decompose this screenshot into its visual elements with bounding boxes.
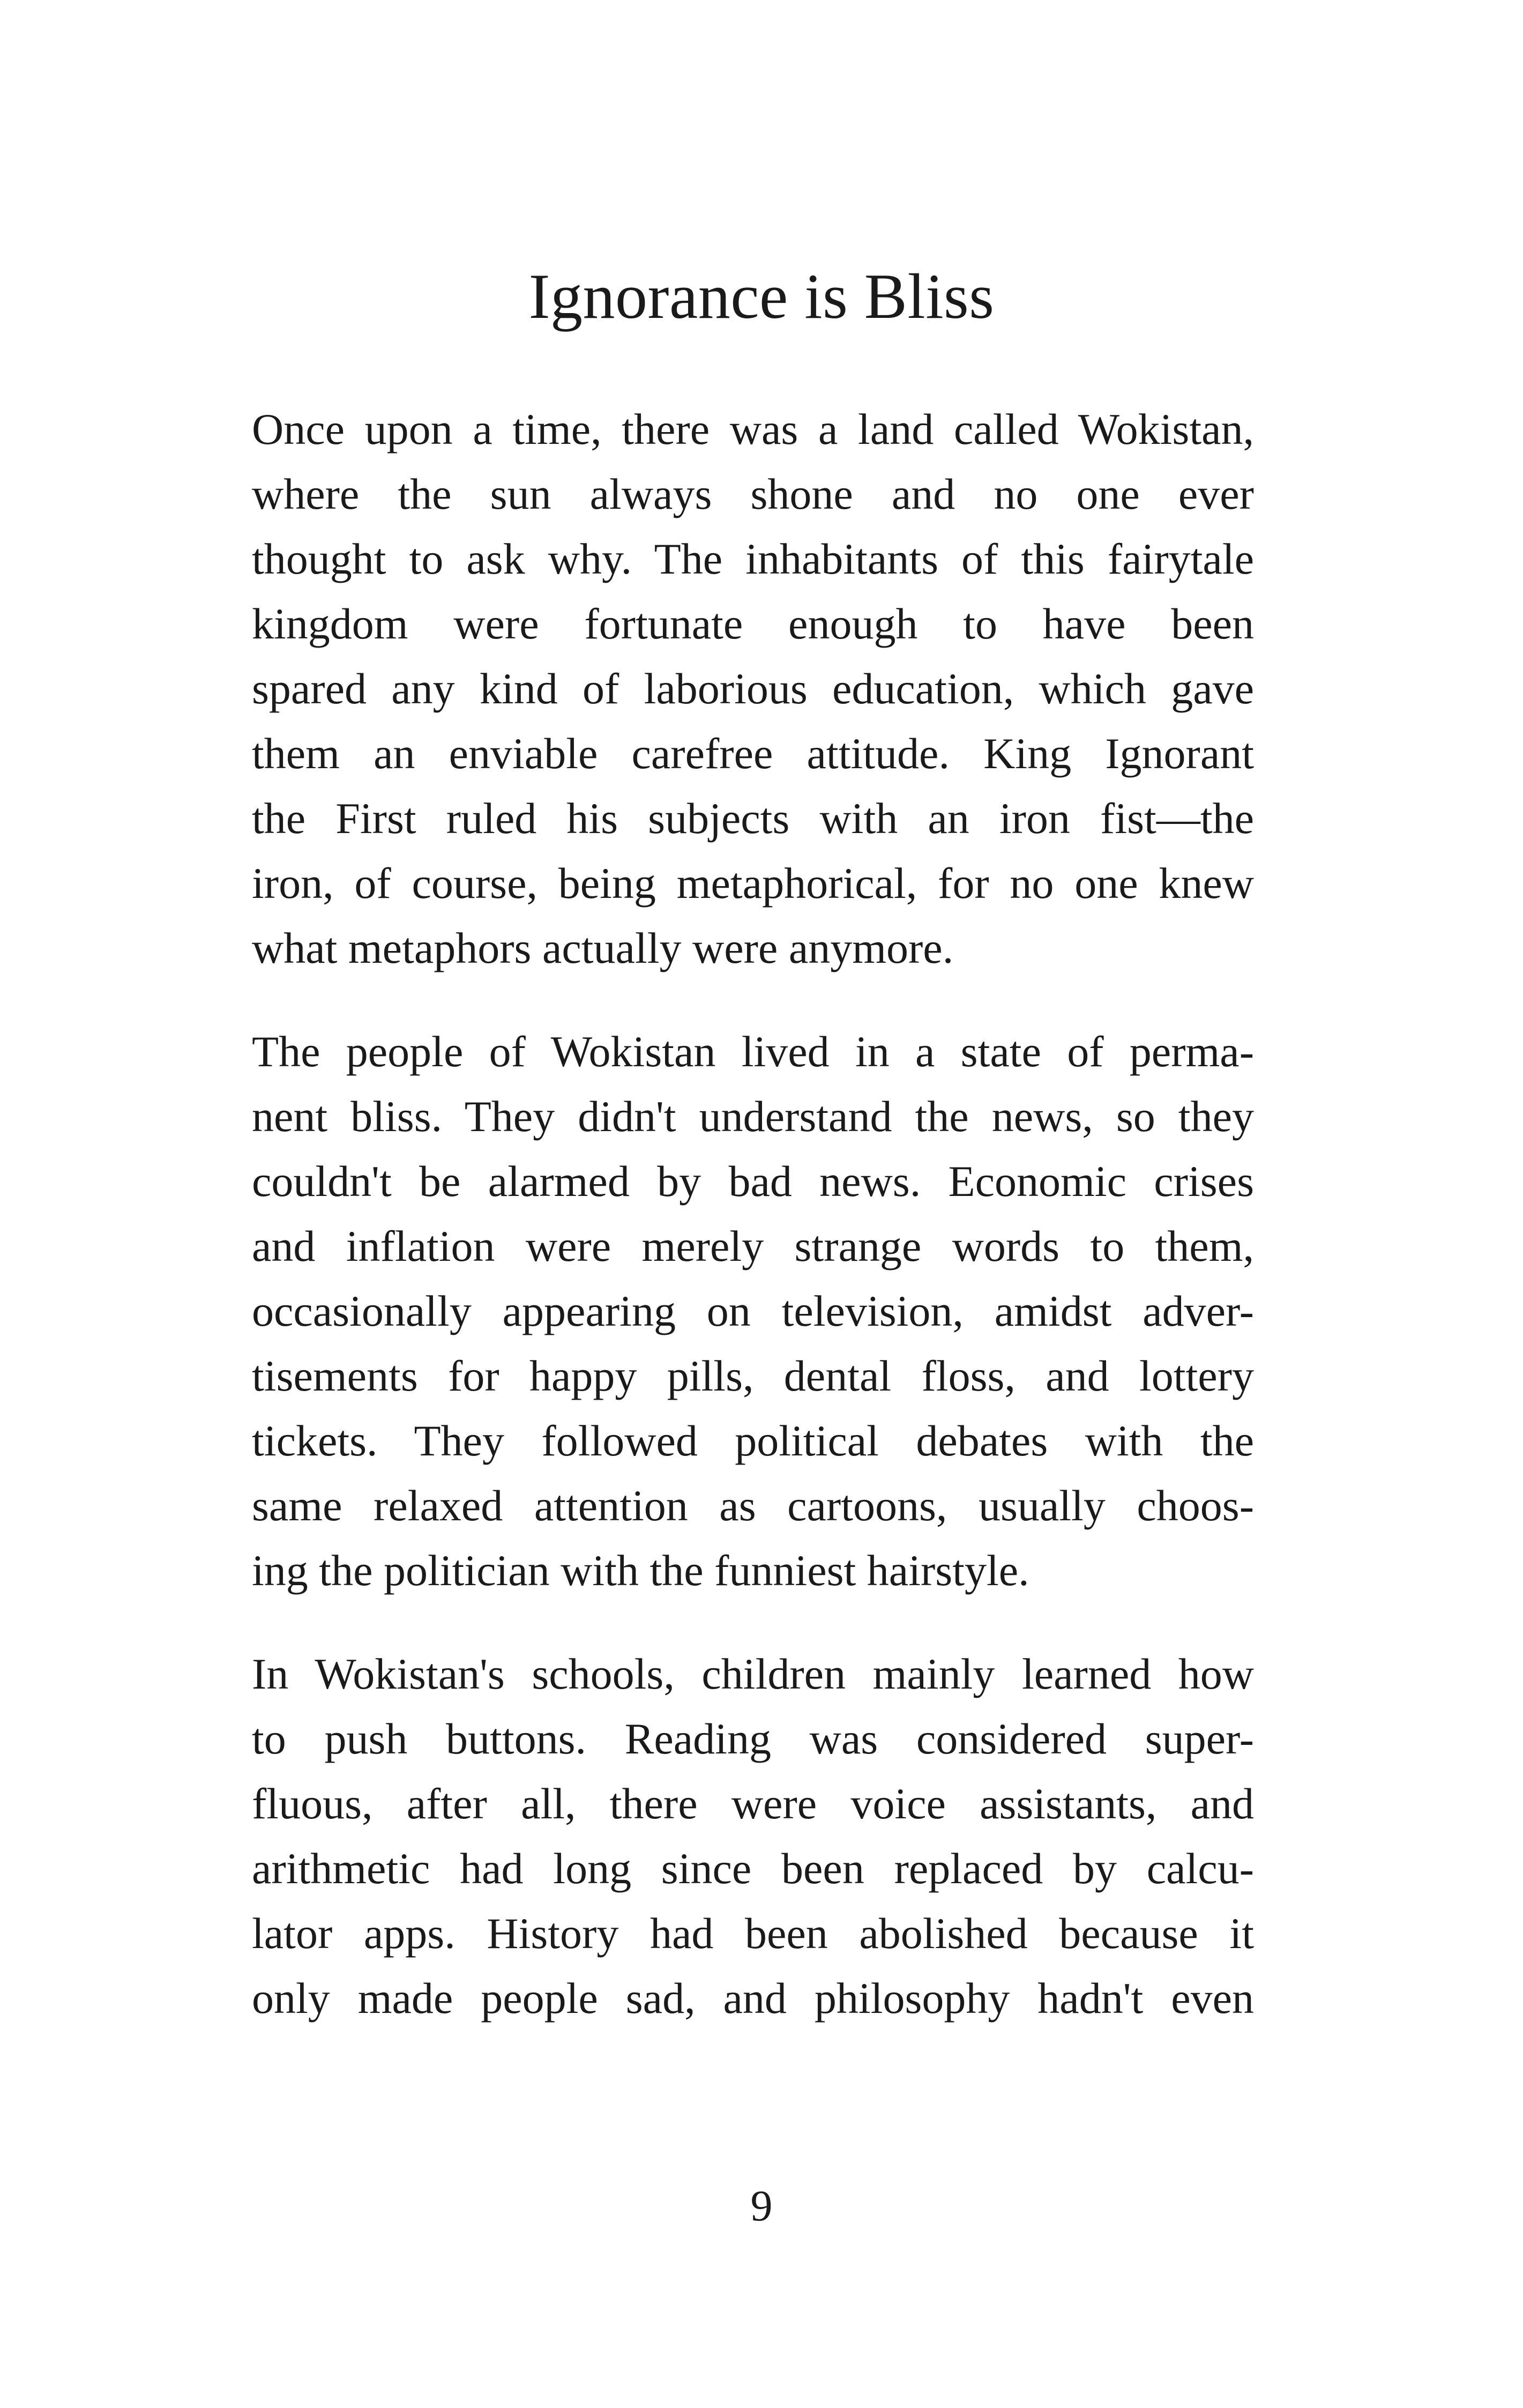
text-line: tisements for happy pills, dental floss, and lottery (252, 1351, 1254, 1400)
text-line: Once upon a time, there was a land called Wokistan, (252, 405, 1254, 454)
text-line: iron, of course, being metaphorical, for no one knew (252, 859, 1254, 908)
text-line: what metaphors actually were anymore. (252, 924, 954, 972)
text-line: them an enviable carefree attitude. King Ignorant (252, 729, 1254, 778)
text-line: where the sun always shone and no one ever (252, 470, 1254, 518)
text-line: fluous, after all, there were voice assistants, and (252, 1779, 1254, 1828)
text-line: kingdom were fortunate enough to have been (252, 599, 1254, 648)
page-number: 9 (750, 2181, 773, 2230)
text-line: thought to ask why. The inhabitants of this fairytale (252, 534, 1254, 583)
chapter-title: Ignorance is Bliss (528, 261, 995, 332)
text-line: ing the politician with the funniest hairstyle. (252, 1546, 1029, 1595)
body-text (252, 397, 1254, 2069)
text-line: and inflation were merely strange words to them, (252, 1222, 1254, 1270)
text-line: couldn't be alarmed by bad news. Economic crises (252, 1157, 1254, 1206)
text-line: only made people sad, and philosophy hadn't even (252, 1974, 1254, 2023)
text-line: arithmetic had long since been replaced by calcu- (252, 1844, 1254, 1893)
paragraph-1 (252, 397, 1254, 980)
text-line: occasionally appearing on television, amidst adver- (252, 1287, 1254, 1335)
paragraph-2 (252, 1019, 1254, 1603)
text-line: spared any kind of laborious education, which gave (252, 664, 1254, 713)
text-line: The people of Wokistan lived in a state of perma- (252, 1027, 1254, 1076)
text-line: same relaxed attention as cartoons, usually choos- (252, 1481, 1254, 1530)
text-line: lator apps. History had been abolished because it (252, 1909, 1254, 1958)
text-line: the First ruled his subjects with an iron fist—the (252, 794, 1254, 843)
text-line: to push buttons. Reading was considered super- (252, 1714, 1254, 1763)
paragraph-3 (252, 1641, 1254, 2031)
text-line: In Wokistan's schools, children mainly learned how (252, 1649, 1254, 1698)
text-line: tickets. They followed political debates with the (252, 1416, 1254, 1465)
text-line: nent bliss. They didn't understand the news, so they (252, 1092, 1254, 1141)
